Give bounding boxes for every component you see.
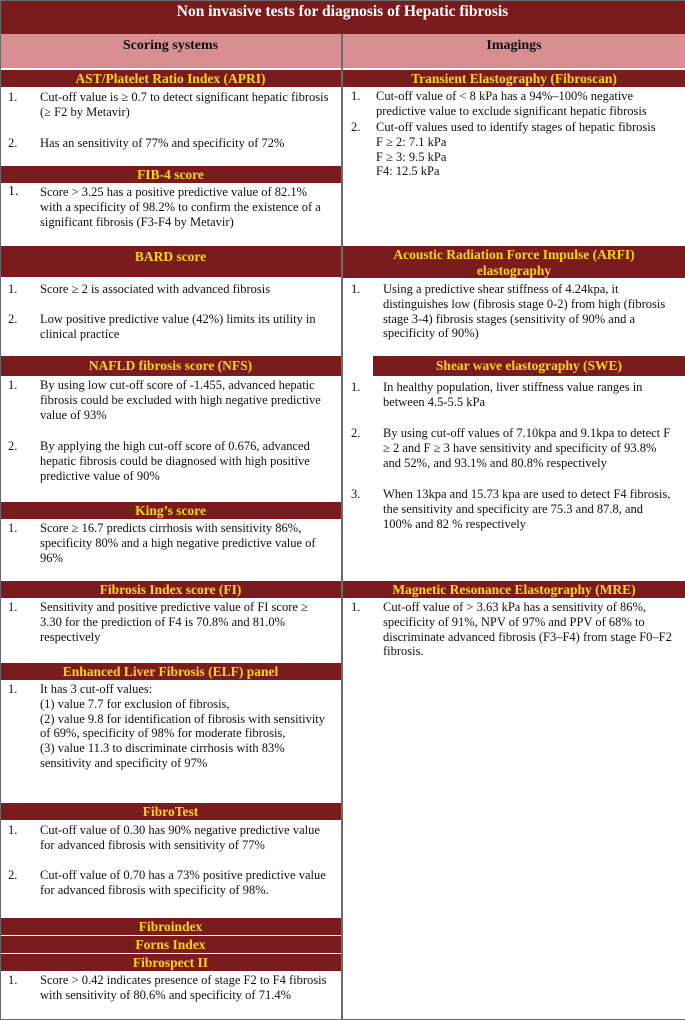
- elf-subitem: (2) value 9.8 for identification of fibrosis with sensitivity of 69%, specificity of 98% for moderate fibrosis,: [40, 711, 326, 741]
- te-subitem: F4: 12.5 kPa: [376, 164, 440, 179]
- table: Non invasive tests for diagnosis of Hepatic fibrosis Scoring systems Imagings AST/Platelet Ratio Index (APRI) 1. Cut-off value is ≥ 0.7 to detect significant hepatic fibrosis (≥ F2 by Metavir) 2. Has an sensitivity of 77% and specificity of 72% FIB-4 score 1. Score > 3.25 has a positive predictive value of 82.1% with a specificity of 98.2% to confirm the existence of a significant fibrosis (F3-F4 by Metavir) BARD score 1. Score ≥ 2 is associated with advanced fibrosis 2. Low positive predictive value (42%) limits its utility in clinical practice NAFLD fibrosis score (NFS) 1. By using low cut-off score of -1.455, advanced hepatic fibrosis could be excluded with high negative predictive value of 93% 2. By applying the high cut-off score of 0.676, advanced hepatic fibrosis could be diagnosed with high positive predictive value of 90% King’s score 1. Score ≥ 16.7 predicts cirrhosis with sensitivity 86%, specificity 80% and a high negative predictive value of 96% Fibrosis Index score (FI) 1. Sensitivity and positive predictive value of FI score ≥ 3.30 for the prediction of F4 is 70.8% and 81.0% respectively Enhanced Liver Fibrosis (ELF) panel 1. It has 3 cut-off values: (1) value 7.7 for exclusion of fibrosis, (2) value 9.8 for identification of fibrosis with sensitivity of 69%, specificity of 98% for moderate fibrosis, (3) value 11.3 to discriminate cirrhosis with 83% sensitivity and specificity of 97% FibroTest 1. Cut-off value of 0.30 has 90% negative predictive value for advanced fibrosis with sensitivity of 77% 2. Cut-off value of 0.70 has a 73% positive predictive value for advanced fibrosis with specificity of 98%. Fibroindex Forns Index Fibrospect II 1. Score > 0.42 indicates presence of stage F2 to F4 fibrosis with sensitivity of 80.6% and specificity of 71.4% Transient Elastography (Fibroscan) 1. Cut-off value of < 8 kPa has a 94%–100% negative predictive value to exclude significant hepatic fibrosis 2. Cut-off values used to identify stages of hepatic fibrosis F ≥ 2: 7.1 kPa F ≥ 3: 9.5 kPa F4: 12.5 kPa Acoustic Radiation Force Impulse (ARFI) elastography 1. Using a predictive shear stiffness of 4.24kpa, it distinguishes low (fibrosis stage 0-2) from high (fibrosis stage 3-4) fibrosis stages (sensitivity of 90% and a specificity of 90%) Shear wave elastography (SWE) 1. In healthy population, liver stiffness value ranges in between 4.5-5.5 kPa 2. By using cut-off values of 7.10kpa and 9.1kpa to detect F ≥ 2 and F ≥ 3 have sensitivity and specificity of 93.8% and 52%, and 93.1% and 80.8% respectively 3. When 13kpa and 15.73 kpa are used to detect F4 fibrosis, the sensitivity and specificity are 75.3 and 87.8, and 100% and 82 % respectively Magnetic Resonance Elastography (MRE) 1. Cut-off value of > 3.63 kPa has a sensitivity of 86%, specificity of 91%, NPV of 97% and PPV of 68% to discriminate advanced fibrosis (F3–F4) from stage F0–F2 fibrosis.: [0, 0, 685, 1019]
- section-head-fibroindex: Fibroindex: [0, 918, 341, 935]
- section-head-fi: Fibrosis Index score (FI): [0, 581, 341, 598]
- elf-subitem: (1) value 7.7 for exclusion of fibrosis,: [40, 696, 230, 711]
- table-title: Non invasive tests for diagnosis of Hepatic fibrosis: [0, 0, 685, 34]
- section-head-kings: King’s score: [0, 502, 341, 519]
- column-header-imagings: Imagings: [343, 34, 685, 68]
- te-subitem: F ≥ 3: 9.5 kPa: [376, 149, 447, 164]
- section-head-forns: Forns Index: [0, 936, 341, 953]
- section-head-elf: Enhanced Liver Fibrosis (ELF) panel: [0, 663, 341, 680]
- column-divider: [341, 34, 343, 1019]
- te-subitem: F ≥ 2: 7.1 kPa: [376, 134, 447, 149]
- section-head-bard: BARD score: [0, 246, 341, 277]
- column-header-scoring: Scoring systems: [0, 34, 341, 68]
- section-head-mre: Magnetic Resonance Elastography (MRE): [343, 581, 685, 598]
- section-head-nfs: NAFLD fibrosis score (NFS): [0, 356, 341, 376]
- elf-subitem: (3) value 11.3 to discriminate cirrhosis with 83% sensitivity and specificity of 97%: [40, 741, 285, 770]
- section-head-fib4: FIB-4 score: [0, 166, 341, 183]
- section-head-transient-elastography: Transient Elastography (Fibroscan): [343, 70, 685, 87]
- section-head-fibrotest: FibroTest: [0, 803, 341, 820]
- section-head-swe: Shear wave elastography (SWE): [373, 356, 685, 376]
- section-head-apri: AST/Platelet Ratio Index (APRI): [0, 70, 341, 87]
- section-head-arfi: Acoustic Radiation Force Impulse (ARFI) elastography: [343, 246, 685, 278]
- section-head-fibrospect: Fibrospect II: [0, 954, 341, 971]
